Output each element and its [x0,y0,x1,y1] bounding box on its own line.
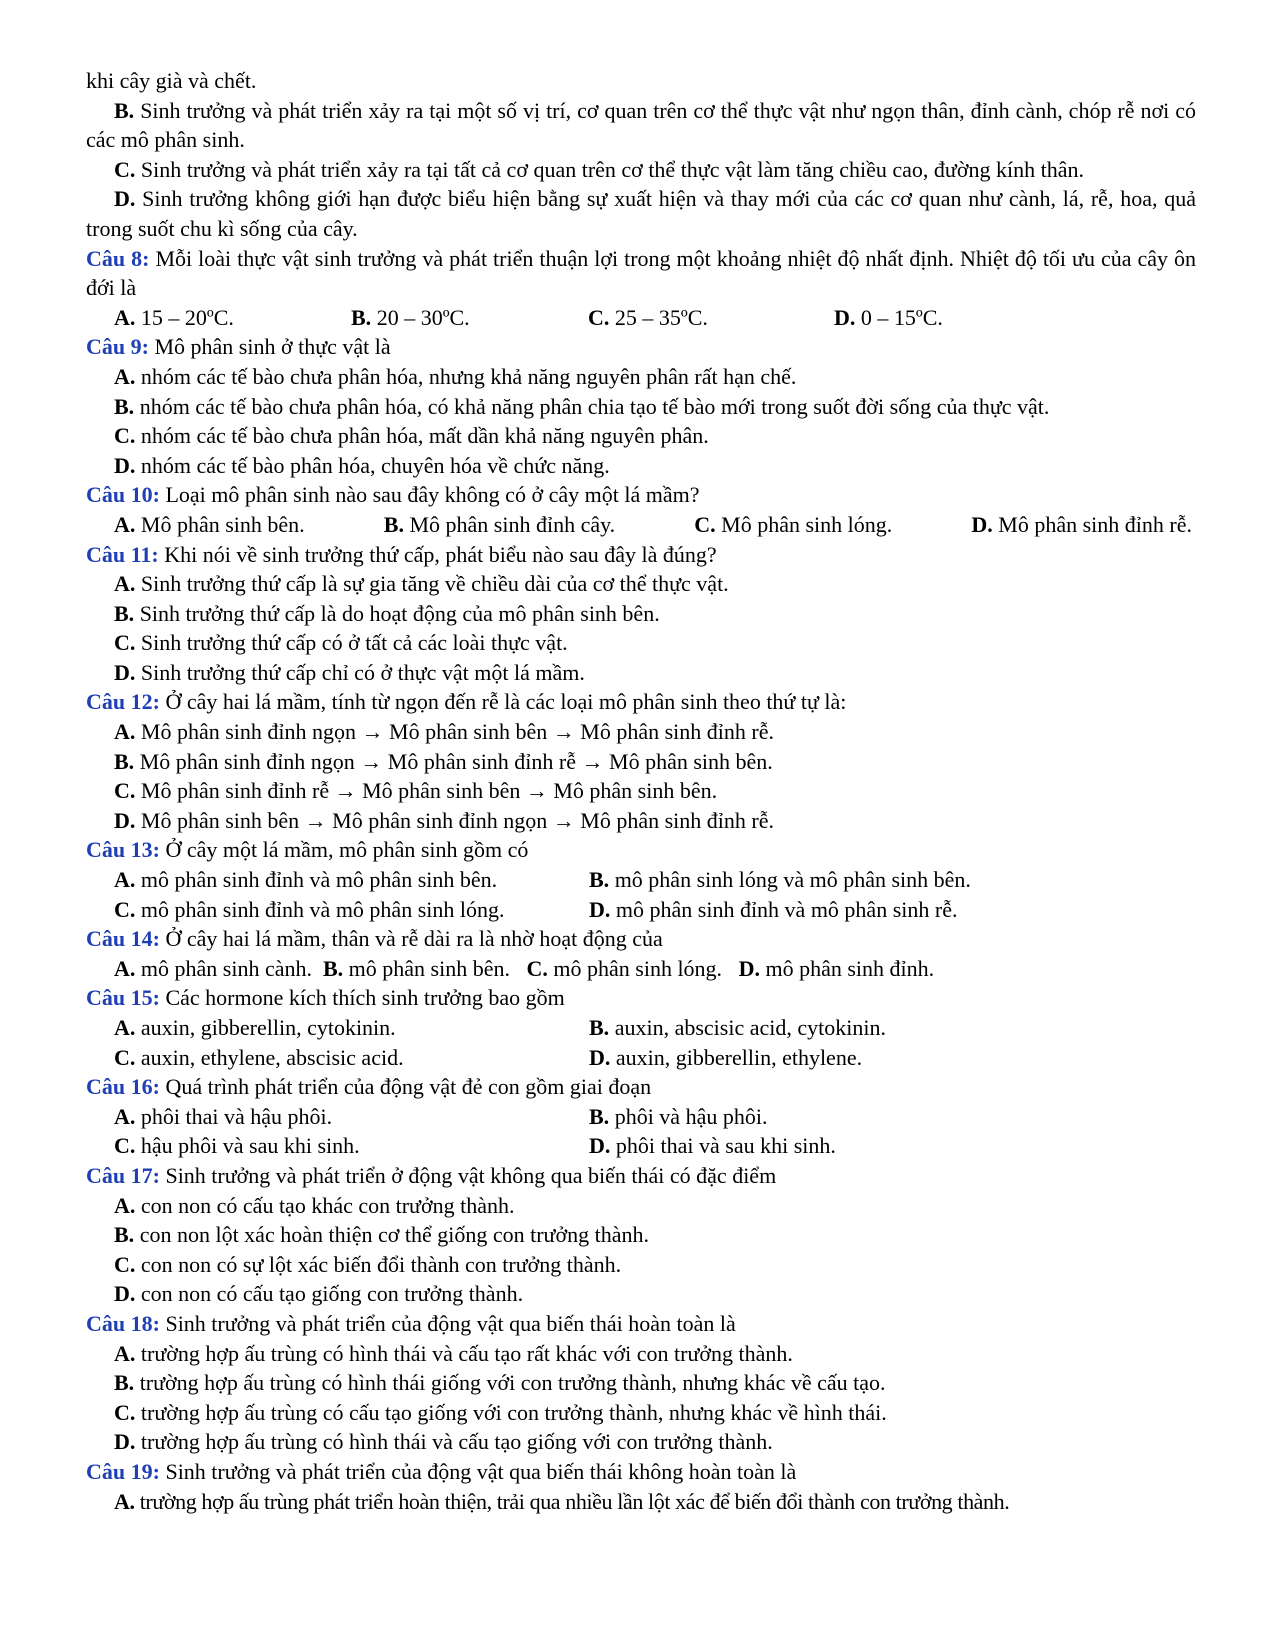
option-letter: C. [588,304,610,330]
option-text: trường hợp ấu trùng có hình thái và cấu tạo rất khác với con trưởng thành. [140,1340,793,1366]
option-a [86,569,1196,599]
options-row [86,303,1196,333]
option-b [351,303,588,333]
options-row [86,954,1196,984]
option-d [589,1043,1064,1073]
question-13 [86,835,1196,924]
option-text: 25 – 35ºC. [614,304,708,330]
option-text: Sinh trưởng thứ cấp chỉ có ở thực vật một lá mầm. [140,659,585,685]
option-b [589,1102,1064,1132]
question-label: Câu 16: [86,1074,160,1100]
option-text: mô phân sinh lóng và mô phân sinh bên. [614,867,971,893]
option-letter: A. [114,1192,136,1218]
option-c [588,303,834,333]
option-a [86,1339,1196,1369]
question-stem [86,332,1196,362]
option-b [589,1013,1064,1043]
question-label: Câu 11: [86,541,159,567]
option-text: Sinh trưởng và phát triển xảy ra tại một số vị trí, cơ quan trên cơ thể thực vật như ngọn thân, đỉnh cành, chóp rễ nơi có các mô phân sinh. [86,97,1197,153]
option-b [86,392,1196,422]
option-b [86,1220,1196,1250]
option-c [86,1250,1196,1280]
option-text: Mô phân sinh đỉnh ngọn → Mô phân sinh bên → Mô phân sinh đỉnh rễ. [140,719,774,745]
option-letter: D. [114,659,136,685]
option-letter: D. [114,807,136,833]
question-8 [86,244,1196,333]
options-row [86,1102,1196,1132]
question-label: Câu 8: [86,245,150,271]
option-letter: C. [114,630,136,656]
options-row [86,1043,1196,1073]
question-stem [86,1161,1196,1191]
option-text: trường hợp ấu trùng phát triển hoàn thiện, trải qua nhiều lần lột xác để biến đổi thành con trưởng thành. [139,1488,1010,1514]
question-label: Câu 17: [86,1162,160,1188]
option-d [971,510,1192,540]
option-c [86,421,1196,451]
question-15 [86,983,1196,1072]
option-letter: B. [589,867,610,893]
option-letter: B. [114,1222,135,1248]
option-letter: D. [738,955,760,981]
option-letter: B. [322,955,344,981]
question-16 [86,1072,1196,1161]
option-letter: A. [114,363,136,389]
question-14 [86,924,1196,983]
option-c [114,895,589,925]
option-text: con non có sự lột xác biến đổi thành con trưởng thành. [140,1251,622,1277]
option-d [86,451,1196,481]
option-b [86,747,1196,777]
option-letter: B. [589,1103,610,1129]
option-a [114,956,312,981]
question-9 [86,332,1196,480]
option-b [384,510,615,540]
option-a [86,717,1196,747]
question-11 [86,540,1196,688]
option-text: mô phân sinh lóng. [553,955,723,981]
option-d [589,1131,1064,1161]
option-a [114,1013,589,1043]
option-text: 20 – 30ºC. [376,304,470,330]
option-c [114,1131,589,1161]
option-letter: A. [114,1103,136,1129]
intro-option-c [86,155,1196,185]
question-text: Mô phân sinh ở thực vật là [154,334,391,360]
option-text: auxin, abscisic acid, cytokinin. [614,1015,886,1040]
question-19 [86,1457,1196,1516]
option-letter: B. [114,748,135,774]
question-text: Ở cây hai lá mầm, tính từ ngọn đến rễ là các loại mô phân sinh theo thứ tự là: [165,689,847,715]
option-text: Mô phân sinh đỉnh rễ. [998,511,1192,537]
option-a [114,865,589,895]
question-text: Ở cây hai lá mầm, thân và rễ dài ra là nhờ hoạt động của [165,926,663,952]
option-text: phôi thai và hậu phôi. [140,1103,333,1129]
question-text: Loại mô phân sinh nào sau đây không có ở cây một lá mầm? [165,482,700,508]
option-a [114,1102,589,1132]
option-text: 15 – 20ºC. [140,304,234,330]
option-letter: C. [114,423,136,449]
option-letter: C. [114,1044,136,1070]
option-d [834,303,1084,333]
question-stem [86,1072,1196,1102]
option-text: mô phân sinh cành. [140,955,312,981]
question-text: Khi nói về sinh trưởng thứ cấp, phát biểu nào sau đây là đúng? [164,541,717,567]
option-letter: D. [114,1429,136,1455]
option-letter: D. [114,186,136,212]
question-text: Quá trình phát triển của động vật đẻ con gồm giai đoạn [165,1074,652,1100]
question-label: Câu 19: [86,1458,160,1484]
option-text: nhóm các tế bào chưa phân hóa, nhưng khả năng nguyên phân rất hạn chế. [140,363,797,389]
option-text: nhóm các tế bào phân hóa, chuyên hóa về chức năng. [140,452,610,478]
option-a [114,510,305,540]
question-stem [86,1309,1196,1339]
option-letter: C. [114,1399,136,1425]
option-letter: A. [114,304,136,330]
option-letter: B. [114,600,135,626]
option-letter: C. [694,511,716,537]
option-letter: B. [589,1015,610,1040]
question-stem [86,1457,1196,1487]
option-c [694,510,892,540]
option-letter: C. [114,156,136,182]
option-letter: B. [114,393,135,419]
option-text: auxin, ethylene, abscisic acid. [140,1044,404,1070]
option-b [323,956,510,981]
option-text: con non lột xác hoàn thiện cơ thể giống con trưởng thành. [139,1222,649,1248]
question-text: Mỗi loài thực vật sinh trưởng và phát triển thuận lợi trong một khoảng nhiệt độ nhất định. Nhiệt độ tối ưu của cây ôn đới là [86,245,1197,301]
option-text: trường hợp ấu trùng có hình thái giống với con trưởng thành, nhưng khác về cấu tạo. [139,1370,886,1396]
option-text: Mô phân sinh đỉnh ngọn → Mô phân sinh đỉnh rễ → Mô phân sinh bên. [139,748,773,774]
option-letter: B. [351,304,372,330]
option-a [86,1487,1196,1517]
option-text: hậu phôi và sau khi sinh. [140,1133,360,1159]
option-text: Mô phân sinh bên → Mô phân sinh đỉnh ngọn → Mô phân sinh đỉnh rễ. [140,807,774,833]
question-text: Ở cây một lá mầm, mô phân sinh gồm có [165,837,529,863]
option-d [739,956,935,981]
option-d [86,806,1196,836]
option-d [86,1427,1196,1457]
option-c [86,1398,1196,1428]
question-label: Câu 18: [86,1310,160,1336]
option-letter: A. [114,1015,136,1040]
option-c [114,1043,589,1073]
option-text: Mô phân sinh bên. [140,511,305,537]
option-text: trường hợp ấu trùng có hình thái và cấu tạo giống với con trưởng thành. [140,1429,773,1455]
option-text: mô phân sinh bên. [348,955,510,981]
option-letter: D. [589,1133,611,1159]
option-letter: C. [114,896,136,922]
question-stem [86,687,1196,717]
option-a [86,362,1196,392]
option-letter: A. [114,1488,135,1514]
option-text: mô phân sinh đỉnh và mô phân sinh lóng. [140,896,505,922]
question-text: Sinh trưởng và phát triển ở động vật không qua biến thái có đặc điểm [165,1162,777,1188]
option-letter: D. [971,511,993,537]
option-letter: A. [114,867,136,893]
option-letter: C. [114,1133,136,1159]
option-b [86,599,1196,629]
option-text: auxin, gibberellin, cytokinin. [140,1015,396,1040]
option-text: con non có cấu tạo giống con trưởng thành. [140,1281,524,1307]
option-text: phôi thai và sau khi sinh. [615,1133,836,1159]
option-letter: A. [114,955,136,981]
question-label: Câu 9: [86,334,149,360]
options-row [86,895,1196,925]
option-d [86,1279,1196,1309]
option-letter: A. [114,511,136,537]
question-12 [86,687,1196,835]
question-label: Câu 15: [86,985,160,1011]
question-stem [86,540,1196,570]
option-text: Sinh trưởng thứ cấp là sự gia tăng về chiều dài của cơ thể thực vật. [140,571,729,597]
option-c [86,776,1196,806]
option-text: nhóm các tế bào chưa phân hóa, mất dần khả năng nguyên phân. [140,423,709,449]
option-d [86,658,1196,688]
option-text: Sinh trưởng thứ cấp có ở tất cả các loài thực vật. [140,630,568,656]
option-b [86,1368,1196,1398]
question-stem [86,244,1196,303]
option-text: Mô phân sinh đỉnh rễ → Mô phân sinh bên → Mô phân sinh bên. [140,778,718,804]
question-stem [86,924,1196,954]
question-label: Câu 13: [86,837,160,863]
intro-continuation-line: khi cây già và chết. [86,68,257,93]
option-text: mô phân sinh đỉnh và mô phân sinh rễ. [615,896,958,922]
option-text: Sinh trưởng thứ cấp là do hoạt động của mô phân sinh bên. [139,600,660,626]
option-text: trường hợp ấu trùng có cấu tạo giống với con trưởng thành, nhưng khác về hình thái. [140,1399,887,1425]
options-row [86,510,1196,540]
option-letter: C. [114,1251,136,1277]
option-a [114,303,351,333]
option-a [86,1191,1196,1221]
question-stem [86,835,1196,865]
option-text: con non có cấu tạo khác con trưởng thành. [140,1192,515,1218]
option-letter: B. [114,97,135,123]
option-text: Mô phân sinh lóng. [721,511,893,537]
question-label: Câu 10: [86,482,160,508]
option-letter: D. [589,1044,611,1070]
option-letter: D. [114,1281,136,1307]
option-text: nhóm các tế bào chưa phân hóa, có khả năng phân chia tạo tế bào mới trong suốt đời sống của thực vật. [139,393,1050,419]
option-text: Sinh trưởng không giới hạn được biểu hiện bằng sự xuất hiện và thay mới của các cơ quan như cành, lá, rễ, hoa, quả trong suốt chu kì sống của cây. [86,186,1196,241]
option-letter: A. [114,719,136,745]
option-letter: A. [114,1340,136,1366]
question-17 [86,1161,1196,1309]
option-letter: D. [834,304,856,330]
document-page [86,66,1196,1516]
option-letter: C. [526,955,548,981]
question-text: Sinh trưởng và phát triển của động vật qua biến thái hoàn toàn là [165,1310,736,1336]
question-10 [86,480,1196,539]
option-letter: D. [589,896,611,922]
option-text: mô phân sinh đỉnh và mô phân sinh bên. [140,867,498,893]
question-text: Các hormone kích thích sinh trưởng bao gồm [165,985,565,1011]
option-c [86,628,1196,658]
option-letter: B. [383,511,404,537]
option-text: auxin, gibberellin, ethylene. [615,1044,863,1070]
option-text: Sinh trưởng và phát triển xảy ra tại tất cả cơ quan trên cơ thể thực vật làm tăng chiều cao, đường kính thân. [140,156,1084,182]
question-label: Câu 12: [86,689,160,715]
question-label: Câu 14: [86,926,160,952]
option-text: 0 – 15ºC. [860,304,943,330]
option-letter: B. [114,1370,135,1396]
option-c [527,956,723,981]
question-stem [86,480,1196,510]
intro-option-d [86,184,1196,243]
options-row [86,1131,1196,1161]
option-d [589,895,1064,925]
options-row [86,865,1196,895]
option-b [589,865,1064,895]
option-text: Mô phân sinh đỉnh cây. [409,511,616,537]
intro-option-b [86,96,1196,155]
option-letter: D. [114,452,136,478]
options-row [86,1013,1196,1043]
option-text: mô phân sinh đỉnh. [765,955,935,981]
option-letter: A. [114,571,136,597]
option-letter: C. [114,778,136,804]
option-text: phôi và hậu phôi. [614,1103,768,1129]
question-18 [86,1309,1196,1457]
question-text: Sinh trưởng và phát triển của động vật qua biến thái không hoàn toàn là [165,1458,797,1484]
question-stem [86,983,1196,1013]
